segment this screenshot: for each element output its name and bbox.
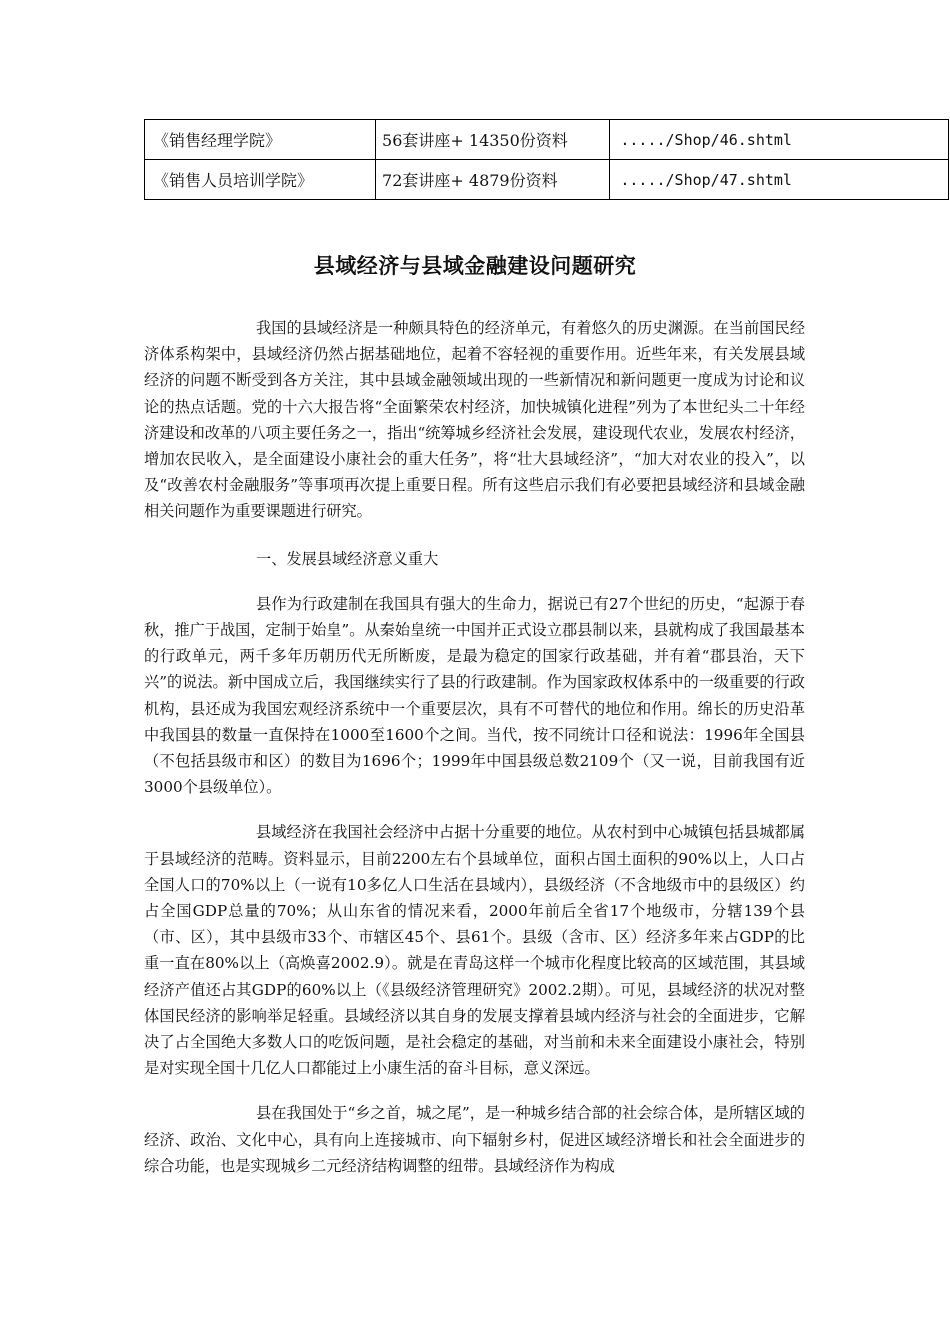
- resources-table: [144, 119, 949, 200]
- paragraph: 我国的县域经济是一种颇具特色的经济单元，有着悠久的历史渊源。在当前国民经济体系构架中，县域经济仍然占据基础地位，起着不容轻视的重要作用。近些年来，有关发展县域经济的问题不断受到各方关注，其中县域金融领域出现的一些新情况和新问题更一度成为讨论和议论的热点话题。党的十六大报告将“全面繁荣农村经济，加快城镇化进程”列为了本世纪头二十年经济建设和改革的八项主要任务之一，指出“统筹城乡经济社会发展，建设现代农业，发展农村经济，增加农民收入，是全面建设小康社会的重大任务”，将“壮大县域经济”，“加大对农业的投入”，以及“改善农村金融服务”等事项再次提上重要日程。所有这些启示我们有必要把县域经济和县域金融相关问题作为重要课题进行研究。: [144, 319, 805, 521]
- article-title: 县域经济与县域金融建设问题研究: [313, 254, 637, 278]
- course-name-cell: 《销售经理学院》: [145, 120, 376, 160]
- table-row: [145, 160, 949, 200]
- course-link-cell[interactable]: ...../Shop/47.shtml: [610, 160, 949, 200]
- paragraph: 县在我国处于“乡之首，城之尾”，是一种城乡结合部的社会综合体，是所辖区域的经济、政治、文化中心，具有向上连接城市、向下辐射乡村，促进区域经济增长和社会全面进步的综合功能，也是实现城乡二元经济结构调整的纽带。县域经济作为构成: [144, 1104, 805, 1175]
- course-name-cell: 《销售人员培训学院》: [145, 160, 376, 200]
- table-row: [145, 120, 949, 160]
- article-body: [144, 315, 805, 1179]
- course-content-cell: 72套讲座+ 4879份资料: [376, 160, 610, 200]
- course-link-cell[interactable]: ...../Shop/46.shtml: [610, 120, 949, 160]
- paragraph: 县作为行政建制在我国具有强大的生命力，据说已有27个世纪的历史，“起源于春秋，推广于战国，定制于始皇”。从秦始皇统一中国并正式设立郡县制以来，县就构成了我国最基本的行政单元，两千多年历朝历代无所断废，是最为稳定的国家行政基础，并有着“郡县治，天下兴”的说法。新中国成立后，我国继续实行了县的行政建制。作为国家政权体系中的一级重要的行政机构，县还成为我国宏观经济系统中一个重要层次，具有不可替代的地位和作用。绵长的历史沿革中我国县的数量一直保持在1000至1600个之间。当代，按不同统计口径和说法：1996年全国县（不包括县级市和区）的数目为1696个；1999年中国县级总数2109个（又一说，目前我国有近3000个县级单位）。: [144, 594, 805, 797]
- course-content-cell: 56套讲座+ 14350份资料: [376, 120, 610, 160]
- paragraph: 县域经济在我国社会经济中占据十分重要的地位。从农村到中心城镇包括县城都属于县域经济的范畴。资料显示，目前2200左右个县域单位，面积占国土面积的90%以上，人口占全国人口的70%以上（一说有10多亿人口生活在县域内），县级经济（不含地级市中的县级区）约占全国GDP总量的70%；从山东省的情况来看，2000年前后全省17个地级市，分辖139个县（市、区），其中县级市33个、市辖区45个、县61个。县级（含市、区）经济多年来占GDP的比重一直在80%以上（高焕喜2002.9）。就是在青岛这样一个城市化程度比较高的区域范围，其县域经济产值还占其GDP的60%以上（《县级经济管理研究》2002.2期）。可见，县域经济的状况对整体国民经济的影响举足轻重。县域经济以其自身的发展支撑着县域内经济与社会的全面进步，它解决了占全国绝大多数人口的吃饭问题，是社会稳定的基础，对当前和未来全面建设小康社会，特别是对实现全国十几亿人口都能过上小康生活的奋斗目标，意义深远。: [144, 823, 805, 1078]
- section-heading: 一、发展县域经济意义重大: [256, 549, 439, 568]
